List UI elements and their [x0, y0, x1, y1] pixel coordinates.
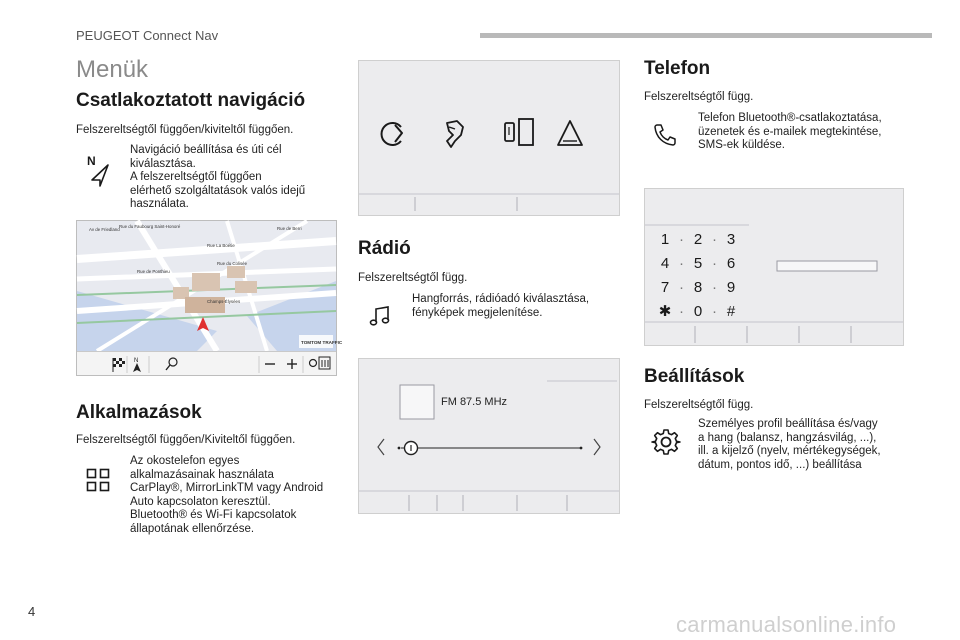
map-street-label: Av de Friedland [89, 227, 120, 232]
keypad-key[interactable]: 9 [726, 278, 736, 296]
music-note-icon [368, 304, 392, 328]
keypad-key[interactable]: ✱ [658, 303, 672, 320]
keypad-key[interactable]: 6 [726, 254, 736, 272]
apps-heading: Alkalmazások [76, 402, 202, 423]
keypad-key[interactable]: 7 [660, 278, 670, 296]
svg-text:N: N [87, 154, 96, 168]
keypad-key[interactable]: 4 [660, 254, 670, 272]
map-street-label: Rue de Ponthieu [137, 269, 170, 274]
phone-heading: Telefon [644, 58, 711, 79]
keypad-key[interactable]: 5 [693, 254, 703, 272]
checkered-flag-icon[interactable] [113, 358, 125, 372]
radio-description: Hangforrás, rádióadó kiválasztása, fényképek megjelenítése. [412, 293, 590, 319]
number-display-field [777, 261, 877, 271]
nav-description: Navigáció beállítása és úti cél kiválasztása. A felszereltségtől függően elérhető szolgáltatások valós idejű használata. [130, 144, 306, 211]
watermark: carmanualsonline.info [676, 612, 897, 637]
peugeot-lion-icon [447, 121, 463, 147]
page-number: 4 [28, 604, 36, 619]
keypad-key[interactable]: 1 [660, 230, 670, 248]
map-view [77, 221, 343, 351]
phone-description: Telefon Bluetooth®-csatlakoztatása, üzenetek és e-mailek megtekintése, SMS-ek küldése. [698, 112, 882, 152]
keypad-key[interactable]: 0 [693, 302, 703, 320]
map-street-label: Rue de Berri [277, 226, 302, 231]
radio-heading: Rádió [358, 238, 411, 259]
apps-grid-icon [86, 468, 110, 492]
mirrorlink-icon [505, 119, 533, 145]
map-street-label: Rue du Colisée [217, 261, 248, 266]
dial-keypad: 1 · 2 · 3 4 · 5 · 6 7 · 8 · 9 ✱ · 0 · # [655, 227, 745, 323]
navigation-map-screenshot [76, 220, 343, 376]
apps-screen-screenshot [358, 60, 620, 216]
phone-screen-screenshot [644, 188, 904, 346]
apps-subtitle: Felszereltségtől függően/Kiviteltől függően. [76, 434, 296, 446]
map-toolbar [77, 351, 336, 375]
header-divider [480, 33, 932, 38]
frequency-slider[interactable] [398, 442, 583, 455]
settings-gear-icon [652, 428, 680, 456]
keypad-key[interactable]: # [726, 302, 736, 320]
compass-north-icon[interactable] [133, 358, 141, 372]
android-auto-icon [558, 121, 582, 145]
chevron-left-icon[interactable] [378, 439, 384, 455]
keypad-key[interactable]: 3 [726, 230, 736, 248]
radio-screen-screenshot [358, 358, 620, 514]
station-frequency: FM 87.5 MHz [441, 396, 508, 408]
carplay-icon [382, 123, 402, 145]
map-street-label: Champs-Élysées [207, 299, 241, 304]
settings-heading: Beállítások [644, 366, 745, 387]
keypad-key[interactable]: 8 [693, 278, 703, 296]
chevron-right-icon[interactable] [594, 439, 600, 455]
station-artwork [400, 385, 434, 419]
keypad-key[interactable]: 2 [693, 230, 703, 248]
settings-description: Személyes profil beállítása és/vagy a hang (balansz, hangzásvilág, ...), ill. a kijelző (nyelv, mértékegységek, dátum, pontos idő, ...) beállítása [698, 418, 881, 471]
navigation-arrow-icon [86, 152, 112, 188]
document-header: PEUGEOT Connect Nav [76, 28, 219, 43]
phone-handset-icon [652, 122, 678, 148]
settings-subtitle: Felszereltségtől függ. [644, 399, 754, 411]
page-title: Menük [76, 56, 149, 83]
map-street-label: Rue La Boétie [207, 243, 235, 248]
phone-subtitle: Felszereltségtől függ. [644, 91, 754, 103]
nav-heading: Csatlakoztatott navigáció [76, 90, 306, 111]
map-street-label: Rue du Faubourg Saint-Honoré [119, 224, 181, 229]
apps-description: Az okostelefon egyes alkalmazásainak használata CarPlay®, MirrorLinkTM vagy Android Auto kapcsolaton keresztül. Bluetooth® és Wi-Fi kapcsolatok állapotának ellenőrzése. [130, 455, 324, 535]
zoom-in-icon[interactable] [287, 359, 297, 369]
radio-subtitle: Felszereltségtől függ. [358, 272, 468, 284]
nav-subtitle: Felszereltségtől függően/kiviteltől függően. [76, 124, 294, 136]
svg-text:N: N [134, 358, 139, 364]
map-settings-icon[interactable] [310, 357, 331, 369]
map-traffic-brand: TOMTOM TRAFFIC [301, 340, 343, 345]
search-icon[interactable] [166, 358, 177, 370]
